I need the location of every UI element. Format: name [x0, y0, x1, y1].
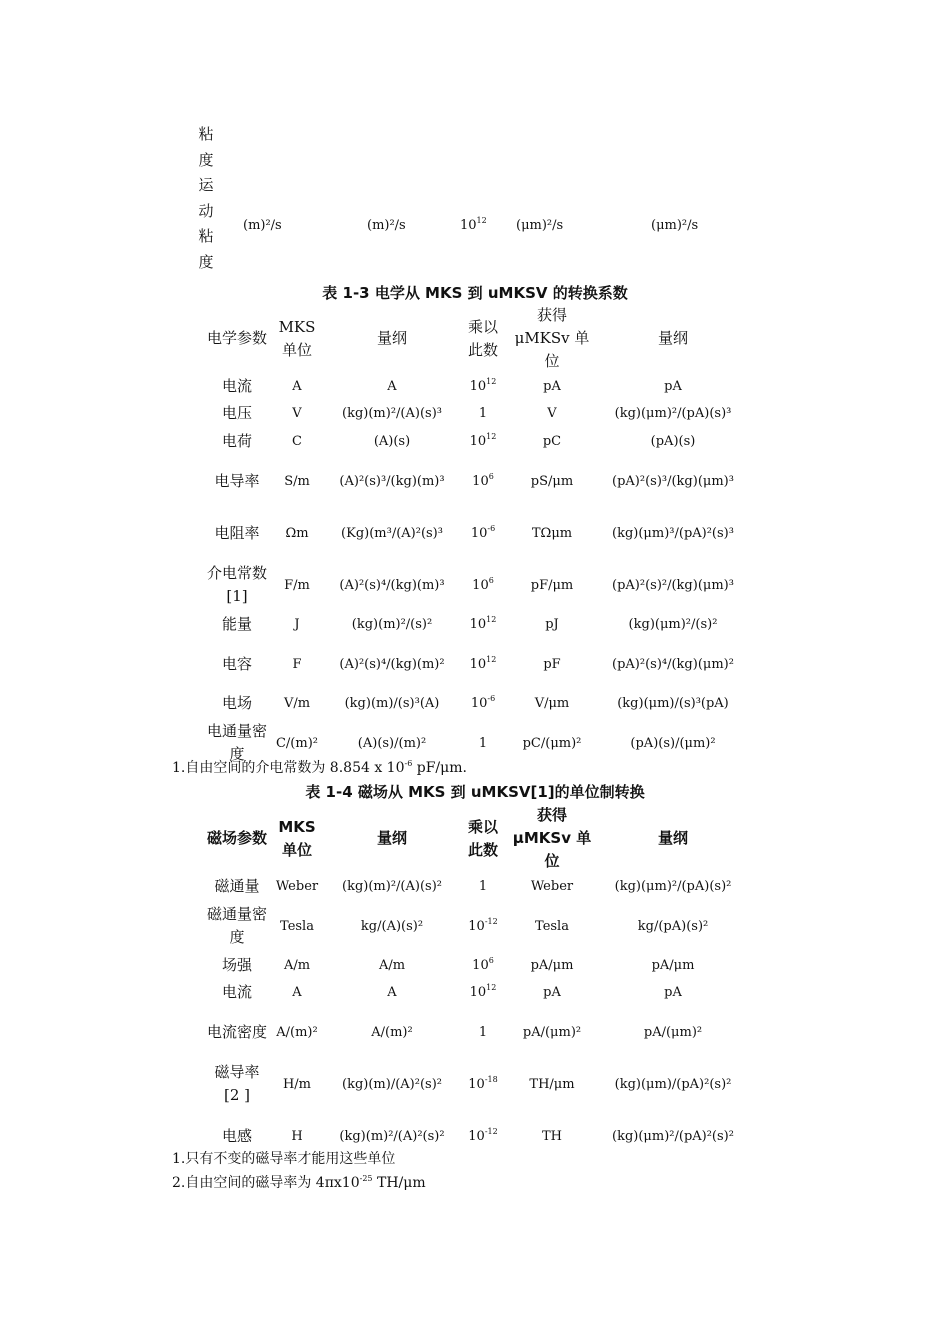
- dimension: (A)(s): [373, 433, 411, 449]
- umksv-unit: (μm)²/s: [516, 218, 564, 233]
- mks-unit: V/m: [283, 696, 311, 711]
- multiplier: 1: [478, 406, 488, 421]
- umksv-dimension: (kg)(μm)²/(s)²: [628, 617, 718, 632]
- param-name: 介电常数[1]: [207, 564, 268, 605]
- umksv-unit: V: [547, 406, 557, 421]
- dimension: (A)²(s)³/(kg)(m)³: [339, 473, 445, 489]
- multiplier: 1: [478, 735, 488, 751]
- dimension: A/(m)²: [371, 1024, 413, 1040]
- header-dimension: 量纲: [376, 329, 407, 347]
- table-1-4: [205, 804, 749, 1162]
- vertical-char: 动: [198, 201, 214, 220]
- mks-unit: A: [292, 985, 302, 1000]
- dimension: A/m: [378, 958, 406, 973]
- dimension: kg/(A)(s)²: [360, 918, 424, 934]
- mks-unit: A: [292, 379, 302, 394]
- param-name: 磁通量: [214, 877, 260, 895]
- dimension: (Kg)(m³/(A)²(s)³: [341, 525, 443, 541]
- umksv-dimension: (pA)²(s)³/(kg)(μm)³: [612, 473, 734, 489]
- multiplier: 1: [478, 1024, 488, 1040]
- multiplier: $10^{-6}$: [470, 523, 496, 541]
- mks-dimension: (m)²/s: [243, 218, 282, 233]
- param-name: 磁导率[2 ]: [214, 1063, 260, 1104]
- multiplier: $10^{12}$: [469, 983, 497, 1000]
- mks-unit: S/m: [284, 473, 310, 489]
- table-row: [205, 559, 749, 611]
- multiplier: $10^{-18}$: [468, 1074, 498, 1092]
- dimension: (A)(s)/(m)²: [357, 735, 427, 751]
- umksv-unit: Tesla: [535, 918, 569, 934]
- header-umksv-unit: 获得 μMKSv 单位: [512, 806, 592, 870]
- multiplier: $10^6$: [472, 471, 494, 489]
- param-name: 电流密度: [207, 1022, 268, 1041]
- umksv-unit: pA/(μm)²: [522, 1024, 582, 1040]
- umksv-unit: TH: [541, 1128, 562, 1144]
- mks-unit: H/m: [282, 1076, 312, 1092]
- umksv-dimension: pA: [664, 985, 682, 1000]
- umksv-unit: TΩμm: [531, 525, 573, 541]
- mks-unit: F/m: [284, 577, 310, 593]
- table-row: [205, 400, 749, 427]
- param-name: 磁通量密度: [207, 905, 268, 946]
- umksv-unit: pS/μm: [530, 473, 574, 489]
- umksv-dimension: kg/(pA)(s)²: [637, 918, 709, 934]
- vertical-param-name: [195, 122, 217, 275]
- param-name: 电场: [221, 694, 252, 712]
- umksv-unit: pF: [543, 656, 561, 672]
- table-1-3-title: 表 1-3 电学从 MKS 到 uMKSV 的转换系数: [322, 284, 628, 302]
- multiplier: $10^{12}$: [469, 431, 497, 449]
- header-umksv-dimension: 量纲: [657, 329, 688, 347]
- mks-unit: Weber: [275, 879, 319, 894]
- umksv-dimension: (kg)(μm)²/(pA)(s)³: [614, 406, 732, 421]
- header-param: 电学参数: [207, 329, 268, 347]
- multiplier: $10^{-12}$: [468, 1126, 498, 1144]
- umksv-dimension: (μm)²/s: [651, 218, 699, 233]
- mks-unit: Ωm: [285, 525, 309, 541]
- table-row: [205, 638, 749, 690]
- header-mks-unit: MKS 单位: [278, 317, 316, 359]
- umksv-dimension: (pA)(s)/(μm)²: [630, 735, 716, 751]
- umksv-dimension: pA: [664, 379, 682, 394]
- multiplier: $10^{12}$: [469, 615, 497, 632]
- mks-unit: J: [294, 617, 300, 632]
- multiplier: $10^{12}$: [460, 216, 487, 233]
- umksv-unit: V/μm: [534, 696, 570, 711]
- header-multiplier: 乘以此数: [467, 817, 498, 859]
- dimension: (kg)(m)/(A)²(s)²: [342, 1076, 442, 1092]
- table-1-4-note-2: 2.自由空间的磁导率为 $4\pi x10^{-25}$ TH/μm: [172, 1174, 426, 1191]
- param-name: 电荷: [221, 431, 252, 450]
- table-1-3-note: 1.自由空间的介电常数为 8.854 x $10^{-6}$ pF/μm.: [172, 759, 467, 776]
- table-1-4-title: 表 1-4 磁场从 MKS 到 uMKSV[1]的单位制转换: [305, 783, 645, 801]
- table-row: [205, 952, 749, 979]
- umksv-unit: pA/μm: [530, 958, 574, 973]
- table-row: [205, 507, 749, 559]
- header-mks-unit: MKS 单位: [278, 817, 316, 859]
- table-row: [205, 611, 749, 638]
- table-header-row: [205, 804, 749, 873]
- param-name: 电容: [221, 654, 252, 673]
- multiplier: $10^6$: [472, 956, 494, 973]
- mks-unit: C/(m)²: [275, 735, 318, 751]
- vertical-char: 度: [198, 252, 214, 271]
- param-name: 电流: [221, 377, 252, 395]
- umksv-dimension: (pA)(s): [650, 433, 696, 449]
- table-row: [205, 455, 749, 507]
- table-1-3: [205, 304, 749, 769]
- param-name: 电流: [221, 983, 252, 1001]
- param-name: 电阻率: [214, 523, 260, 542]
- mks-unit: H: [291, 1128, 303, 1144]
- umksv-unit: TH/μm: [529, 1076, 575, 1092]
- param-name: 场强: [221, 956, 252, 974]
- multiplier: $10^{12}$: [469, 377, 497, 394]
- dimension: (m)²/s: [367, 218, 406, 233]
- dimension: (kg)(m)²/(A)(s)³: [342, 406, 442, 421]
- table-row: [205, 1058, 749, 1110]
- umksv-dimension: pA/(μm)²: [643, 1024, 703, 1040]
- vertical-char: 粘: [198, 227, 214, 245]
- header-umksv-unit: 获得 μMKSv 单位: [514, 306, 590, 370]
- mks-unit: A/(m)²: [276, 1024, 318, 1040]
- table-row: [205, 373, 749, 400]
- vertical-char: 粘: [198, 125, 214, 143]
- umksv-dimension: (kg)(μm)²/(pA)(s)²: [614, 879, 732, 894]
- vertical-char: 运: [198, 176, 214, 194]
- umksv-unit: pA: [543, 985, 561, 1000]
- umksv-dimension: (kg)(μm)²/(pA)²(s)²: [612, 1128, 734, 1144]
- table-row: [205, 690, 749, 717]
- header-umksv-dimension: 量纲: [657, 829, 688, 847]
- param-name: 电感: [221, 1126, 252, 1145]
- header-multiplier: 乘以此数: [467, 317, 498, 359]
- umksv-unit: Weber: [530, 879, 574, 894]
- mks-unit: V: [292, 406, 302, 421]
- umksv-dimension: (kg)(μm)³/(pA)²(s)³: [612, 525, 734, 541]
- umksv-dimension: (pA)²(s)⁴/(kg)(μm)²: [612, 656, 734, 672]
- table-row: [205, 979, 749, 1006]
- umksv-unit: pF/μm: [530, 577, 574, 593]
- param-name: 电导率: [214, 471, 260, 490]
- umksv-dimension: (kg)(μm)/(s)³(pA): [617, 696, 729, 711]
- header-param: 磁场参数: [207, 829, 268, 847]
- dimension: (A)²(s)⁴/(kg)(m)²: [339, 656, 445, 672]
- umksv-unit: pC: [542, 433, 562, 449]
- table-row: [205, 900, 749, 952]
- dimension: (kg)(m)/(s)³(A): [344, 696, 440, 711]
- table-row: [205, 873, 749, 900]
- mks-unit: Tesla: [280, 918, 314, 934]
- header-dimension: 量纲: [376, 829, 407, 847]
- umksv-unit: pA: [543, 379, 561, 394]
- dimension: A: [387, 985, 397, 1000]
- umksv-dimension: pA/μm: [651, 958, 695, 973]
- table-row: [205, 1006, 749, 1058]
- dimension: (kg)(m)²/(A)(s)²: [342, 879, 442, 894]
- multiplier: $10^{-6}$: [470, 694, 496, 711]
- table-1-4-note-1: 1.只有不变的磁导率才能用这些单位: [172, 1151, 396, 1167]
- multiplier: $10^6$: [472, 575, 494, 593]
- dimension: (kg)(m)²/(A)²(s)²: [339, 1128, 445, 1144]
- umksv-unit: pJ: [545, 617, 559, 632]
- dimension: A: [387, 379, 397, 394]
- vertical-char: 度: [198, 150, 214, 169]
- table-header-row: [205, 304, 749, 373]
- dimension: (A)²(s)⁴/(kg)(m)³: [339, 577, 445, 593]
- multiplier: $10^{-12}$: [468, 916, 498, 934]
- mks-unit: A/m: [283, 958, 311, 973]
- mks-unit: F: [292, 656, 302, 672]
- param-name: 电压: [221, 404, 252, 422]
- mks-unit: C: [292, 433, 302, 449]
- umksv-unit: pC/(μm)²: [522, 735, 582, 751]
- param-name: 能量: [221, 615, 252, 633]
- multiplier: $10^{12}$: [469, 654, 497, 672]
- umksv-dimension: (pA)²(s)²/(kg)(μm)³: [612, 577, 734, 593]
- umksv-dimension: (kg)(μm)/(pA)²(s)²: [614, 1076, 732, 1092]
- dimension: (kg)(m)²/(s)²: [351, 617, 433, 632]
- param-name: 电通量密度: [207, 722, 268, 763]
- table-row: [205, 427, 749, 455]
- multiplier: 1: [478, 879, 488, 894]
